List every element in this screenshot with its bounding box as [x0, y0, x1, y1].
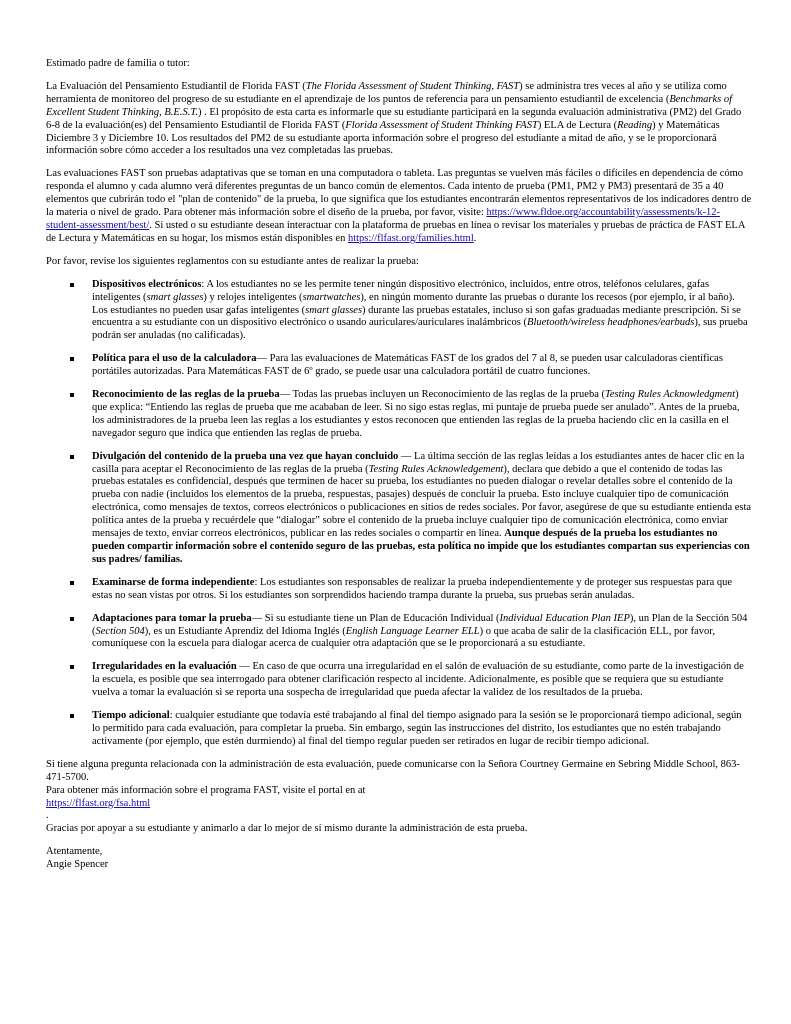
rules-list [46, 279, 752, 749]
flfast-fsa-link[interactable]: https://flfast.org/fsa.html [46, 797, 151, 809]
bullet-icon [70, 357, 74, 361]
rule-testing-rules-acknowledgment: Reconocimiento de las reglas de la prueba— Todas las pruebas incluyen un Reconocimiento de las reglas de la prueba (Testing Rules Acknowledgment) que explica: “Entiendo las reglas de prueba que me acababan de leer. Si no sigo estas reglas, mi puntaje de prueba puede ser anulado”. Antes de la prueba, los administradores de la prueba leen las reglas a los estudiantes y estos reconocen que entienden las reglas de la prueba haciendo clic en la casilla en el navegador seguro que indica que entienden las reglas de prueba. [46, 389, 752, 441]
rule-content-disclosure: Divulgación del contenido de la prueba una vez que hayan concluido — La última sección de las reglas leídas a los estudiantes antes de hacer clic en la casilla para aceptar el Reconocimiento de las reglas de la prueba (Testing Rules Acknowledgement), declara que debido a que el contenido de todas las pruebas estatales es confidencial, después que terminen de hacer su prueba, los estudiantes no pueden dialogar o revelar detalles sobre el contenido de la prueba con nadie (incluidos los elementos de la prueba, respuestas, pasajes) después de concluir la prueba. Esto incluye cualquier tipo de comunicación electrónica, como mensajes de textos, correos electrónicos o publicaciones en sitios de redes sociales. Por favor, asegúrese de que su estudiante entienda esta política antes de la prueba y recuérdele que “dialogar” sobre el contenido de la prueba incluye cualquier tipo de comunicación electrónica, como enviar mensajes de texto, enviar correos electrónicos, publicar en las redes sociales o compartir en línea. Aunque después de la prueba los estudiantes no pueden compartir información sobre el contenido seguro de las pruebas, esta política no impide que los estudiantes compartan sus experiencias con sus padres/ familias. [46, 451, 752, 567]
bullet-icon [70, 581, 74, 585]
bullet-icon [70, 617, 74, 621]
signoff-name: Angie Spencer [46, 859, 109, 871]
signoff-salutation: Atentamente, [46, 846, 103, 858]
rule-independent-work: Examinarse de forma independiente: Los estudiantes son responsables de realizar la prueba independientemente y de proteger sus respuestas para que estas no sean vistas por otros. Si los estudiantes son sorprendidos haciendo trampa durante la prueba, sus pruebas serán anuladas. [46, 577, 752, 603]
bullet-icon [70, 665, 74, 669]
paragraph-adaptive: Las evaluaciones FAST son pruebas adaptativas que se toman en una computadora o tableta. Las preguntas se vuelven más fáciles o difíciles en dependencia de cómo responda el alumno y cada alumno verá diferentes preguntas de un banco común de elementos. Cada intento de prueba (PM1, PM2 y PM3) presentará de 35 a 40 elementos que cubrirán todo el "plan de contenido" de la prueba, lo que significa que los estudiantes encontrarán elementos representativos de los indicadores dentro de la materia o nivel de grado. Para obtener más información sobre el diseño de la prueba, por favor, visite: https://www.fldoe.org/accountability/assessments/k-12-student-assessment/best/. Si usted o su estudiante desean interactuar con la plataforma de pruebas en línea o revisar los materiales y pruebas de práctica de FAST ELA de Lectura y Matemáticas en su hogar, los mismos están disponibles en https://flfast.org/families.html. [46, 168, 752, 244]
closing-contact: Si tiene alguna pregunta relacionada con la administración de esta evaluación, puede comunicarse con la Señora Courtney Germaine en Sebring Middle School, 863-471-5700. [46, 758, 740, 783]
paragraph-intro: La Evaluación del Pensamiento Estudiantil de Florida FAST (The Florida Assessment of Student Thinking, FAST) se administra tres veces al año y se utiliza como herramienta de monitoreo del progreso de su estudiante en el aprendizaje de los puntos de referencia para un pensamiento estudiantil de excelencia (Benchmarks of Excellent Student Thinking, B.E.S.T.) . El propósito de esta carta es informarle que su estudiante participará en la segunda evaluación administrativa (PM2) del Grado 6-8 de la evaluación(es) del Pensamiento Estudiantil de Florida FAST (Florida Assessment of Student Thinking FAST) ELA de Lectura (Reading) y Matemáticas Diciembre 3 y Diciembre 10. Los resultados del PM2 de su estudiante aporta información sobre el progreso del estudiante a mitad de año, y se le proporcionará información sobre cómo acceder a los resultados una vez completadas las pruebas. [46, 80, 742, 157]
bullet-icon [70, 714, 74, 718]
rule-accommodations: Adaptaciones para tomar la prueba— Si su estudiante tiene un Plan de Educación Individual (Individual Education Plan IEP), un Plan de la Sección 504 (Section 504), es un Estudiante Aprendiz del Idioma Inglés (English Language Learner ELL) o que acaba de salir de la clasificación ELL, por favor, comuníquese con la escuela para dialogar acerca de cualquier otra adaptación que se le proporcionará a su estudiante. [46, 613, 752, 652]
closing [46, 759, 752, 836]
rule-irregularities: Irregularidades en la evaluación — En caso de que ocurra una irregularidad en el salón de evaluación de su estudiante, como parte de la investigación de la escuela, es posible que sea interrogado para obtener clarificación respecto al incidente. Adicionalmente, es posible que se requiera que su estudiante vuelva a tomar la evaluación si se reporta una sospecha de irregularidad que pueda afectar la validez de los resultados de la prueba. [46, 661, 752, 700]
bullet-icon [70, 283, 74, 287]
rule-electronic-devices: Dispositivos electrónicos: A los estudiantes no se les permite tener ningún dispositivo electrónico, incluidos, entre otros, teléfonos celulares, gafas inteligentes (smart glasses) y relojes inteligentes (smartwatches), en ningún momento durante las pruebas o durante los recesos (por ejemplo, ir al baño). Los estudiantes no pueden usar gafas inteligentes (smart glasses) durante las pruebas estatales, incluso si son gafas graduadas mediante prescripción. Si se encuentra a su estudiante con un dispositivo electrónico o usando auriculares/auriculares inalámbricos (Bluetooth/wireless headphones/earbuds), sus prueba podrán ser anuladas (no calificadas). [46, 279, 752, 344]
fldoe-link[interactable]: https://www.fldoe.org/accountability/assessments/k-12-student-assessment/best/ [46, 207, 721, 231]
letter-page [46, 58, 752, 882]
rules-intro: Por favor, revise los siguientes reglamentos con su estudiante antes de realizar la prueba: [46, 255, 419, 267]
signoff [46, 846, 752, 872]
closing-portal: Para obtener más información sobre el programa FAST, visite el portal en at https://flfast.org/fsa.html . [46, 784, 366, 822]
bullet-icon [70, 455, 74, 459]
rule-additional-time: Tiempo adicional: cualquier estudiante que todavía esté trabajando al final del tiempo asignado para la sesión se le proporcionará tiempo adicional, según lo permitido para cada evaluación, para completar la prueba. Sin embargo, según las instrucciones del distrito, los estudiantes que no estén trabajando activamente (por ejemplo, que estén durmiendo) al final del tiempo regular pueden ser retirados en lugar de recibir tiempo adicional. [46, 710, 752, 749]
closing-thanks: Gracias por apoyar a su estudiante y animarlo a dar lo mejor de sí mismo durante la administración de esta prueba. [46, 823, 528, 835]
bullet-icon [70, 393, 74, 397]
flfast-families-link[interactable]: https://flfast.org/families.html [347, 232, 474, 244]
greeting: Estimado padre de familia o tutor: [46, 58, 190, 69]
rule-calculator-policy: Política para el uso de la calculadora— Para las evaluaciones de Matemáticas FAST de los grados del 7 al 8, se pueden usar calculadoras científicas portátiles autorizadas. Para Matemáticas FAST de 6º grado, se puede usar una calculadora portátil de cuatro funciones. [46, 353, 752, 379]
